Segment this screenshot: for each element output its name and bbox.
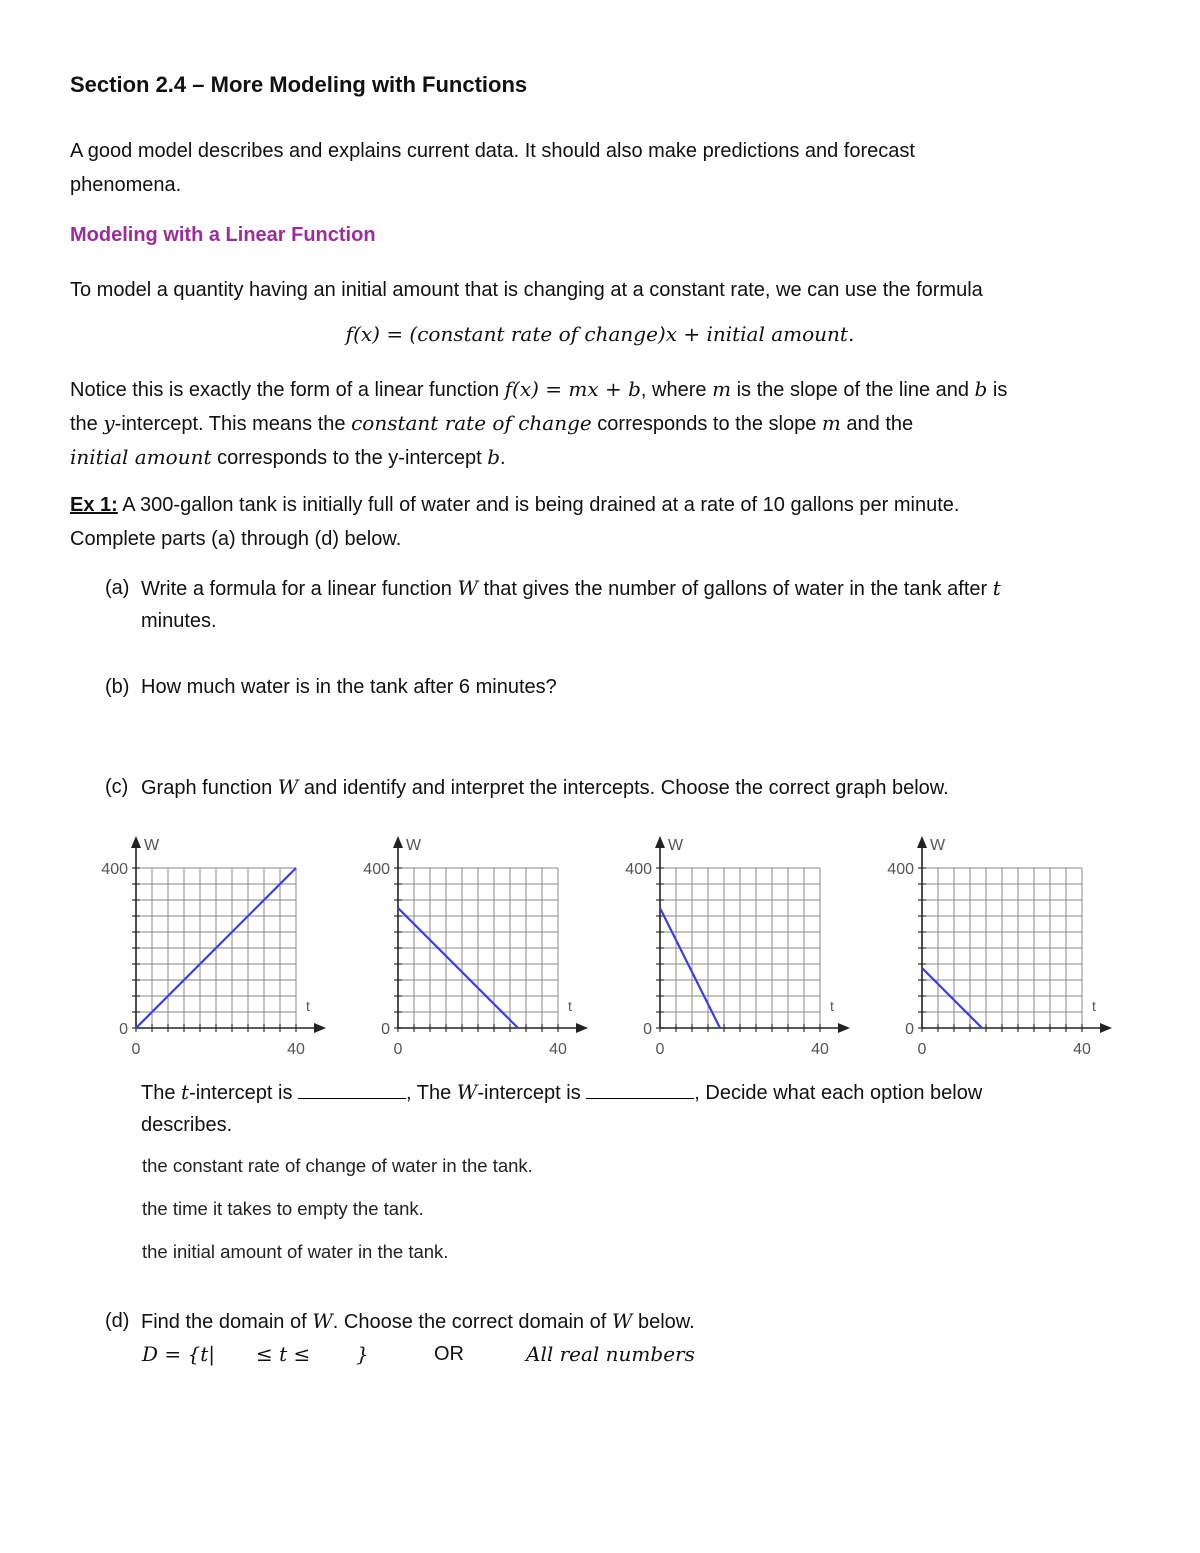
notice-line-1: Notice this is exactly the form of a linear function f(x) = mx + b, where m is the slope of the line and b is <box>70 377 1008 401</box>
graph-choice-3[interactable] <box>625 836 850 1058</box>
notice-line-3: initial amount corresponds to the y-intercept b. <box>70 445 506 469</box>
part-a-text: Write a formula for a linear function W that gives the number of gallons of water in the tank after t <box>141 576 1001 600</box>
x-tick-label-zero: 0 <box>655 1041 665 1058</box>
x-axis-arrow <box>314 1023 326 1033</box>
y-axis-arrow <box>393 836 403 848</box>
graph-2-line <box>398 908 518 1028</box>
part-a-label: (a) <box>105 577 130 599</box>
graph-choices <box>80 828 1140 1068</box>
x-tick-label-max: 40 <box>811 1041 829 1058</box>
page-title: Section 2.4 – More Modeling with Functions <box>70 72 528 97</box>
x-axis-label: t <box>1092 998 1096 1014</box>
graph-choice-1[interactable] <box>101 836 326 1058</box>
domain-all-real[interactable]: All real numbers <box>526 1342 695 1366</box>
x-tick-label-max: 40 <box>1073 1041 1091 1058</box>
domain-or: OR <box>434 1343 464 1365</box>
intro-line-1: A good model describes and explains current data. It should also make predictions and forecast <box>70 140 915 162</box>
notice-line-2: the y-intercept. This means the constant rate of change corresponds to the slope m and the <box>70 411 914 435</box>
x-axis-label: t <box>830 998 834 1014</box>
option-initial-amount[interactable]: the initial amount of water in the tank. <box>142 1241 449 1262</box>
intercepts-line-1: The t-intercept is , The W-intercept is , Decide what each option below <box>141 1080 983 1104</box>
y-axis-arrow <box>655 836 665 848</box>
x-tick-label-zero: 0 <box>393 1041 403 1058</box>
part-d-text: Find the domain of W. Choose the correct domain of W below. <box>141 1309 695 1333</box>
w-intercept-blank[interactable] <box>586 1080 694 1099</box>
graph-3-line <box>660 908 720 1028</box>
part-b-text: How much water is in the tank after 6 minutes? <box>141 676 557 698</box>
graph-choice-2[interactable] <box>363 836 588 1058</box>
domain-set-right: } <box>356 1342 369 1366</box>
x-tick-label-max: 40 <box>549 1041 567 1058</box>
y-tick-label-zero: 0 <box>643 1021 652 1038</box>
x-tick-label-zero: 0 <box>917 1041 927 1058</box>
x-axis-arrow <box>1100 1023 1112 1033</box>
part-c-label: (c) <box>105 776 129 798</box>
intercepts-line-2: describes. <box>141 1114 233 1136</box>
y-tick-label-zero: 0 <box>119 1021 128 1038</box>
part-b-label: (b) <box>105 676 130 698</box>
option-rate-of-change[interactable]: the constant rate of change of water in the tank. <box>142 1155 533 1176</box>
x-axis-label: t <box>306 998 310 1014</box>
y-axis-label: W <box>144 837 160 854</box>
domain-set-left: D = {t| <box>142 1342 216 1366</box>
graph-choice-4[interactable] <box>887 836 1112 1058</box>
x-axis-arrow <box>576 1023 588 1033</box>
intro-line-2: phenomena. <box>70 174 182 196</box>
y-tick-label-zero: 0 <box>905 1021 914 1038</box>
y-tick-label-max: 400 <box>625 861 652 878</box>
option-time-to-empty[interactable]: the time it takes to empty the tank. <box>142 1198 424 1219</box>
y-tick-label-max: 400 <box>887 861 914 878</box>
y-axis-label: W <box>406 837 422 854</box>
y-tick-label-zero: 0 <box>381 1021 390 1038</box>
y-tick-label-max: 400 <box>363 861 390 878</box>
x-axis-arrow <box>838 1023 850 1033</box>
part-c-text: Graph function W and identify and interpret the intercepts. Choose the correct graph below. <box>141 775 949 799</box>
graph-4-line <box>922 968 982 1028</box>
y-axis-arrow <box>917 836 927 848</box>
t-intercept-blank[interactable] <box>298 1080 406 1099</box>
part-a-line-2: minutes. <box>141 610 217 632</box>
y-axis-label: W <box>668 837 684 854</box>
y-axis-label: W <box>930 837 946 854</box>
domain-set-middle[interactable]: ≤ t ≤ <box>256 1342 311 1366</box>
x-axis-label: t <box>568 998 572 1014</box>
x-tick-label-max: 40 <box>287 1041 305 1058</box>
example-line-2: Complete parts (a) through (d) below. <box>70 528 402 550</box>
formula-intro: To model a quantity having an initial amount that is changing at a constant rate, we can use the formula <box>70 279 983 301</box>
example-label: Ex 1: <box>70 494 118 516</box>
y-axis-arrow <box>131 836 141 848</box>
part-d-label: (d) <box>105 1310 130 1332</box>
x-tick-label-zero: 0 <box>131 1041 141 1058</box>
example-line-1: Ex 1: A 300-gallon tank is initially full of water and is being drained at a rate of 10 gallons per minute. <box>70 494 960 516</box>
y-tick-label-max: 400 <box>101 861 128 878</box>
linear-formula: f(x) = (constant rate of change)x + initial amount. <box>345 322 855 346</box>
section-subheading: Modeling with a Linear Function <box>70 224 376 246</box>
